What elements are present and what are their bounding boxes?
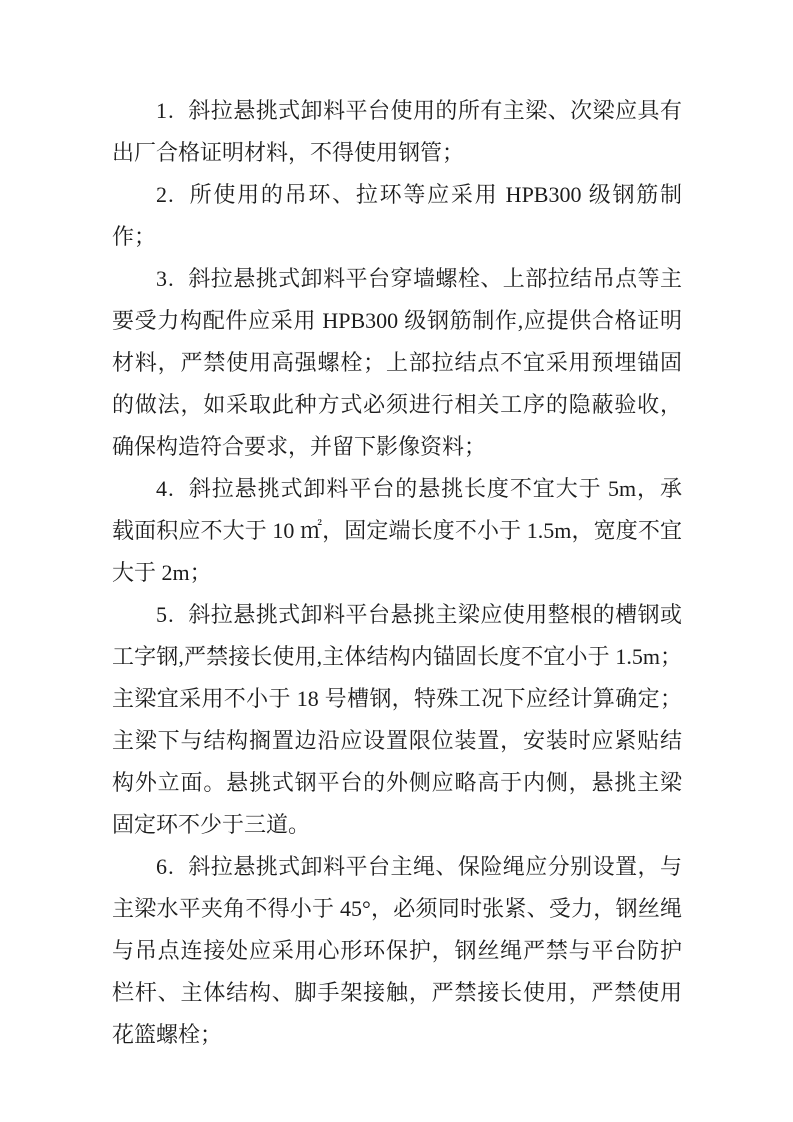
- item-text: 斜拉悬挑式卸料平台使用的所有主梁、次梁应具有出厂合格证明材料，不得使用钢管；: [112, 98, 682, 165]
- item-number: 1.: [156, 98, 175, 123]
- item-number: 4.: [156, 476, 175, 501]
- list-item: [112, 846, 682, 1056]
- list-item: [112, 90, 682, 174]
- list-item: [112, 258, 682, 468]
- item-text: 斜拉悬挑式卸料平台的悬挑长度不宜大于 5m，承载面积应不大于 10 ㎡，固定端长度不小于 1.5m，宽度不宜大于 2m；: [112, 476, 682, 585]
- item-number: 6.: [156, 854, 175, 879]
- item-number: 3.: [156, 266, 175, 291]
- item-text: 斜拉悬挑式卸料平台主绳、保险绳应分别设置，与主梁水平夹角不得小于 45°，必须同时张紧、受力，钢丝绳与吊点连接处应采用心形环保护，钢丝绳严禁与平台防护栏杆、主体结构、脚手架接触，严禁接长使用，严禁使用花篮螺栓；: [112, 854, 682, 1047]
- list-item: [112, 468, 682, 594]
- list-item: [112, 594, 682, 846]
- item-number: 2.: [156, 182, 175, 207]
- item-text: 斜拉悬挑式卸料平台悬挑主梁应使用整根的槽钢或工字钢,严禁接长使用,主体结构内锚固长度不宜小于 1.5m；主梁宜采用不小于 18 号槽钢，特殊工况下应经计算确定；主梁下与结构搁置边沿应设置限位装置，安装时应紧贴结构外立面。悬挑式钢平台的外侧应略高于内侧，悬挑主梁固定环不少于三道。: [112, 602, 682, 837]
- item-text: 所使用的吊环、拉环等应采用 HPB300 级钢筋制作；: [112, 182, 682, 249]
- document-body: [112, 90, 682, 1056]
- list-item: [112, 174, 682, 258]
- item-text: 斜拉悬挑式卸料平台穿墙螺栓、上部拉结吊点等主要受力构配件应采用 HPB300 级钢筋制作,应提供合格证明材料，严禁使用高强螺栓；上部拉结点不宜采用预埋锚固的做法，如采取此种方式必须进行相关工序的隐蔽验收，确保构造符合要求，并留下影像资料；: [112, 266, 682, 459]
- item-number: 5.: [156, 602, 175, 627]
